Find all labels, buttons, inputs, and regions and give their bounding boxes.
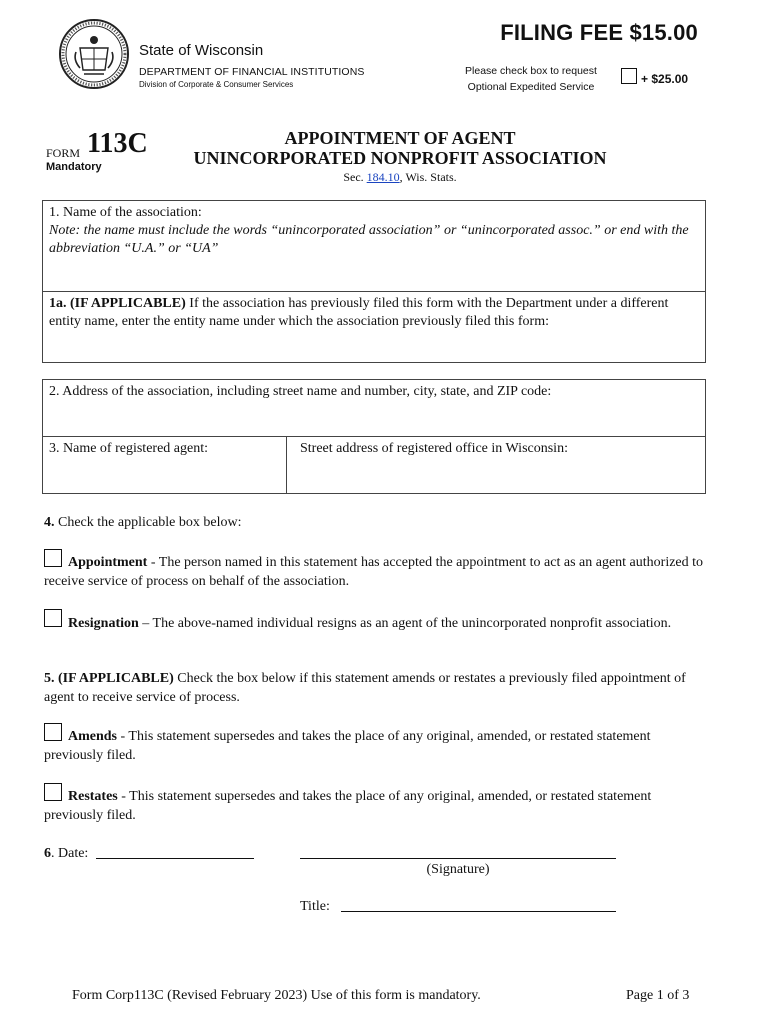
resignation-option <box>44 614 704 633</box>
expedite-fee: + $25.00 <box>641 72 689 86</box>
signature-input-line[interactable] <box>300 858 616 859</box>
amends-option <box>44 727 704 765</box>
expedite-instructions <box>456 63 606 95</box>
field-2-text: . Address of the association, including street name and number, city, state, and ZIP code: <box>56 384 552 399</box>
date-label <box>44 844 88 863</box>
state-seal-icon <box>58 18 130 90</box>
date-input-line[interactable] <box>96 858 254 859</box>
appointment-label: Appointment <box>68 555 148 570</box>
title-label: Title: <box>300 899 330 914</box>
restates-option <box>44 787 704 825</box>
registered-office-address-field[interactable] <box>286 436 706 494</box>
footer-form-info: Form Corp113C (Revised February 2023) Use of this form is mandatory. <box>72 988 481 1003</box>
registered-agent-name-field[interactable] <box>42 436 287 494</box>
previous-entity-name-field[interactable] <box>42 291 706 363</box>
field-3-right-label: Street address of registered office in Wisconsin: <box>300 441 568 456</box>
amends-label: Amends <box>68 729 118 744</box>
date-text: . Date: <box>51 846 89 861</box>
field-1-text: . Name of the association: <box>56 205 202 220</box>
division-name: Division of Corporate & Consumer Services <box>139 80 294 89</box>
section-5-text: Check the box below if this statement amends or restates a previously filed appointment of agent to receive service of process. <box>44 671 686 705</box>
amends-description: - This statement supersedes and takes the place of any original, amended, or restated statement previously filed. <box>44 729 651 763</box>
state-name: State of Wisconsin <box>139 42 264 59</box>
section-4-text: Check the applicable box below: <box>54 515 242 530</box>
form-label: FORM <box>46 146 81 160</box>
field-2-number: 2 <box>49 384 56 399</box>
restates-label: Restates <box>68 789 118 804</box>
appointment-option <box>44 553 704 591</box>
section-6-number: 6 <box>44 846 51 861</box>
footer-page-number: Page 1 of 3 <box>626 988 690 1003</box>
association-name-field[interactable] <box>42 200 706 292</box>
field-1a-label <box>49 295 695 331</box>
section-4-number: 4. <box>44 515 55 530</box>
field-1-label <box>49 204 697 222</box>
field-1-note: Note: the name must include the words “unincorporated association” or “unincorporated assoc.” or end with the abbreviation “U.A.” or “UA” <box>49 223 689 256</box>
form-number: 113C <box>87 128 148 159</box>
resignation-label: Resignation <box>68 616 139 631</box>
title-input-line[interactable] <box>341 911 616 912</box>
expedite-line-2: Optional Expedited Service <box>467 81 595 93</box>
section-5-bold: 5. (IF APPLICABLE) <box>44 671 174 686</box>
field-2-label <box>49 383 551 401</box>
form-title-line-2: UNINCORPORATED NONPROFIT ASSOCIATION <box>193 148 607 168</box>
statute-suffix: , Wis. Stats. <box>399 170 457 184</box>
expedite-checkbox[interactable] <box>621 68 637 84</box>
expedite-line-1: Please check box to request <box>465 65 597 77</box>
appointment-description: - The person named in this statement has accepted the appointment to act as an agent authorized to receive service of process on behalf of the association. <box>44 555 704 589</box>
section-5-heading <box>44 669 704 707</box>
field-1a-text: If the association has previously filed this form with the Department under a different entity name, enter the entity name under which the association previously filed this form: <box>49 296 669 329</box>
field-3-number: 3 <box>49 441 56 456</box>
mandatory-label: Mandatory <box>46 161 102 173</box>
field-1a-bold: 1a. (IF APPLICABLE) <box>49 296 186 311</box>
signature-label: (Signature) <box>426 862 490 877</box>
field-3-label <box>49 440 208 458</box>
filing-fee: FILING FEE $15.00 <box>500 20 698 45</box>
statute-prefix: Sec. <box>343 170 367 184</box>
field-1-number: 1 <box>49 205 56 220</box>
statute-reference <box>180 170 620 185</box>
restates-description: - This statement supersedes and takes the place of any original, amended, or restated statement previously filed. <box>44 789 652 823</box>
resignation-description: – The above-named individual resigns as an agent of the unincorporated nonprofit association. <box>138 616 672 631</box>
association-address-field[interactable] <box>42 379 706 437</box>
form-title-line-1: APPOINTMENT OF AGENT <box>284 128 516 148</box>
statute-link[interactable]: 184.10 <box>366 170 400 184</box>
field-3-text: . Name of registered agent: <box>56 441 208 456</box>
section-4-heading <box>44 513 242 532</box>
department-name: DEPARTMENT OF FINANCIAL INSTITUTIONS <box>139 66 365 78</box>
